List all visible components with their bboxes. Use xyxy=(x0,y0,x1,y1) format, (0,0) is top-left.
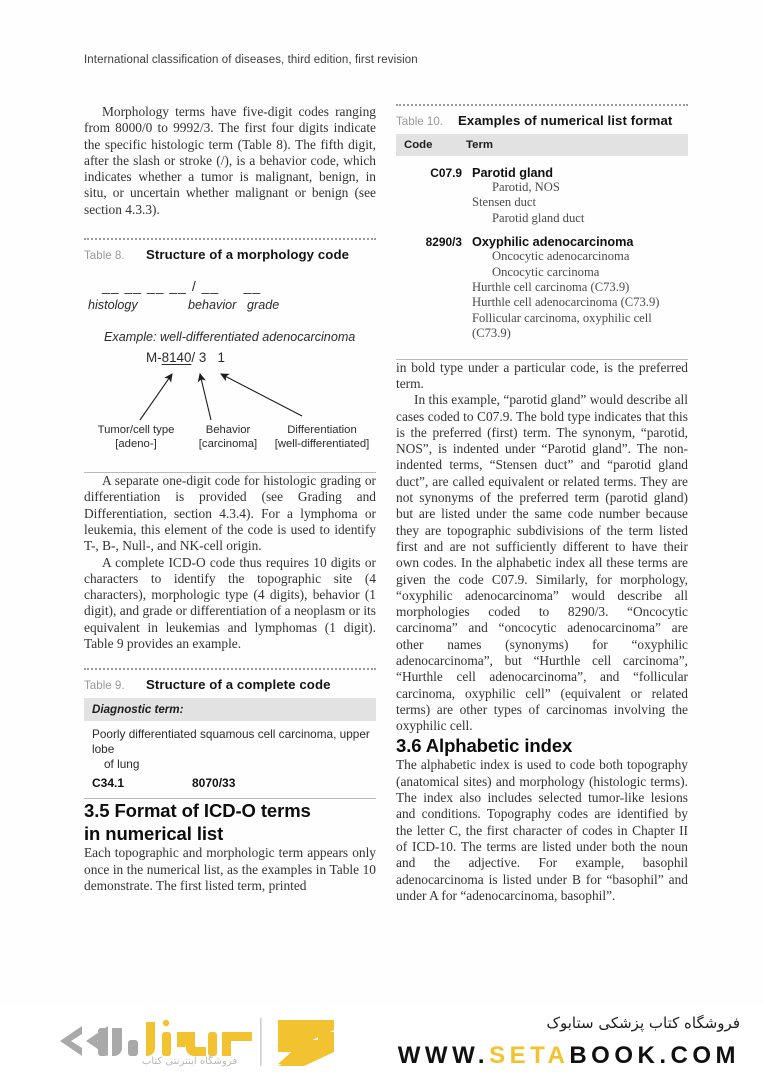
code-prefix: M- xyxy=(146,350,162,366)
table-10-code: 8290/3 xyxy=(425,235,462,250)
label-behavior: behavior xyxy=(188,298,237,313)
label-histology: histology xyxy=(88,298,138,313)
table-10-synonym: Parotid, NOS xyxy=(492,180,560,194)
table-8-title: Structure of a morphology code xyxy=(146,247,350,263)
morphology-code-arrow-diagram xyxy=(84,350,376,468)
table-10-header-row xyxy=(396,134,688,156)
left-column xyxy=(84,104,376,894)
table-10-header-code: Code xyxy=(404,139,433,151)
table-row xyxy=(396,166,688,226)
url-part-www: WWW. xyxy=(397,1042,490,1069)
table-10-related-term: Stensen duct xyxy=(472,195,537,210)
arrow-lines xyxy=(84,350,376,468)
table-9-number: Table 9. xyxy=(84,679,125,693)
table-10-title: Examples of numerical list format xyxy=(458,113,673,128)
table-10-related-term: Hurthle cell adenocarcinoma (C73.9) xyxy=(472,295,660,310)
table-10-number: Table 10. xyxy=(396,115,444,128)
table-10-entry-main xyxy=(396,166,688,180)
url-part-seta: SETA xyxy=(489,1042,570,1069)
paragraph-numerical-list: Each topographic and morphologic term appears only once in the numerical list, as the examples in Table 10 demonstrate. The first listed term, printed xyxy=(84,845,376,893)
callout-2-line1: Behavior xyxy=(205,424,251,437)
logo-subtitle: فروشگاه اینترنتی کتاب xyxy=(142,1056,238,1067)
callout-tumor-cell-type xyxy=(82,424,190,450)
table-9-codes xyxy=(84,774,376,798)
code-grade: 1 xyxy=(217,350,225,366)
example-line xyxy=(84,330,376,344)
table-10-related-term: Parotid gland duct xyxy=(492,210,585,225)
callout-3-line1: Differentiation xyxy=(287,424,357,437)
callout-behavior xyxy=(188,424,268,450)
code-behavior: 3 xyxy=(198,350,207,366)
right-column xyxy=(396,104,688,904)
table-9-title: Structure of a complete code xyxy=(146,677,331,693)
table-10-term: Oxyphilic adenocarcinoma xyxy=(472,235,634,250)
paragraph-grading-code: A separate one-digit code for histologic grading or differentiation is provided (see Grading and Differentiation, section 4.3.4). For a lymphoma or leukemia, this element of the code is used to identify T-, B-, Null-, and NK-cell origin. xyxy=(84,473,376,554)
heading-3-5 xyxy=(84,799,376,845)
paragraph-preferred-term: in bold type under a particular code, is the preferred term. xyxy=(396,359,688,391)
table-10-code: C07.9 xyxy=(430,166,462,180)
table-10-related-term: Follicular carcinoma, oxyphilic cell (C73.9) xyxy=(472,310,652,341)
table-9-morphology-code: 8070/33 xyxy=(192,776,236,791)
url-part-b: B xyxy=(569,1042,592,1069)
running-head: International classification of diseases, third edition, first revision xyxy=(84,54,418,66)
table-10-entry-main xyxy=(396,235,688,249)
table-9-term xyxy=(84,721,376,774)
table-10-term: Parotid gland xyxy=(472,166,554,180)
code-slash: / xyxy=(191,350,196,366)
example-prefix: Example: xyxy=(104,330,157,345)
paragraph-morphology-terms: Morphology terms have five-digit codes ranging from 8000/0 to 9992/3. The first four digits indicate the specific histologic term (Table 8). The fifth digit, after the slash or stroke (/), is a behavior code, which indicates whether a tumor is malignant, benign, in situ, or uncertain whether malignant or benign (see section 4.3.3). xyxy=(84,104,376,217)
table-8-caption xyxy=(84,240,376,268)
table-9-band-label: Diagnostic term: xyxy=(84,698,376,721)
footer-watermark xyxy=(0,1004,764,1080)
url-part-ook-com: OOK.COM xyxy=(591,1042,740,1069)
callout-1-line1: Tumor/cell type xyxy=(97,424,175,437)
code-histology: 8140 xyxy=(161,350,192,366)
morphology-code-blanks: __ __ __ __ / __ __ xyxy=(102,278,262,295)
table-9-term-line1: Poorly differentiated squamous cell carcinoma, upper lobe xyxy=(92,727,370,757)
paragraph-complete-code: A complete ICD-O code thus requires 10 digits or characters to identify the topographic site (4 characters), morphologic type (4 digits), behavior (1 digit), and grade or differentiation of a neoplasm or its equivalent in leukemias and lymphomas (1 digit). Table 9 provides an example. xyxy=(84,554,376,652)
table-10-header-term: Term xyxy=(466,139,494,151)
table-10-synonym: Oncocytic adenocarcinoma xyxy=(492,249,630,264)
label-grade: grade xyxy=(247,298,280,313)
table-9 xyxy=(84,668,376,799)
table-10 xyxy=(396,104,688,360)
example-text: well-differentiated adenocarcinoma xyxy=(160,330,356,345)
callout-1-line2: [adeno-] xyxy=(115,438,157,451)
paragraph-parotid-example: In this example, “parotid gland” would describe all cases coded to C07.9. The bold type indicates that this is the preferred (first) term. The synonym, “parotid, NOS”, is indented under “Parotid gland”. The non-indented terms, “Stensen duct” and “parotid gland duct”, are called equivalent or related terms. They are not synonyms of the preferred term (parotid gland) but are listed under the same code number because they are topographic subdivisions of the term listed first and are not sufficiently different to have their own codes. In the alphabetic index all these terms are given the code C07.9. Similarly, for morphology, “oxyphilic adenocarcinoma” would describe all morphologies coded to 8290/3. “Oncocytic carcinoma” and “oncocytic adenocarcinoma” are other names (synonyms) for “oxyphilic adenocarcinoma”, but “Hurthle cell carcinoma”, “Hurthle cell adenocarcinoma”, and “follicular carcinoma, oxyphilic cell” (equivalent or related terms) are other types of carcinomas involving the oxyphilic cell. xyxy=(396,392,688,734)
table-8 xyxy=(84,238,376,473)
morphology-code-labels xyxy=(84,298,376,314)
heading-3-6: 3.6 Alphabetic index xyxy=(396,735,573,757)
table-9-term-line2: of lung xyxy=(104,757,140,772)
callout-3-line2: [well-differentiated] xyxy=(274,438,370,451)
table-8-number: Table 8. xyxy=(84,249,125,263)
table-10-synonym: Oncocytic carcinoma xyxy=(492,264,600,279)
site-name-farsi: فروشگاه کتاب پزشکی ستابوک xyxy=(546,1014,740,1032)
table-10-caption xyxy=(396,106,688,134)
table-8-body xyxy=(84,268,376,472)
callout-differentiation xyxy=(260,424,384,450)
paragraph-alphabetic-index: The alphabetic index is used to code both topography (anatomical sites) and morphology (histologic terms). The index also includes selected tumor-like lesions and conditions. Topography codes are identified by the letter C, the first character of codes in Chapter II of ICD-10. The terms are listed under both the noun and the adjective. For example, basophil adenocarcinoma is listed under B for “basophil” and under A for “adenocarcinoma, basophil”. xyxy=(396,757,688,903)
table-10-related-term: Hurthle cell carcinoma (C73.9) xyxy=(472,280,630,295)
table-10-body xyxy=(396,156,688,359)
table-9-caption xyxy=(84,670,376,698)
table-9-topography-code: C34.1 xyxy=(92,776,125,791)
heading-3-5-line2: in numerical list xyxy=(84,823,224,845)
heading-3-5-line1: 3.5 Format of ICD-O terms xyxy=(84,800,311,822)
table-row xyxy=(396,235,688,341)
site-url[interactable] xyxy=(398,1042,740,1070)
callout-2-line2: [carcinoma] xyxy=(198,438,258,451)
setabook-logo xyxy=(46,1010,346,1074)
